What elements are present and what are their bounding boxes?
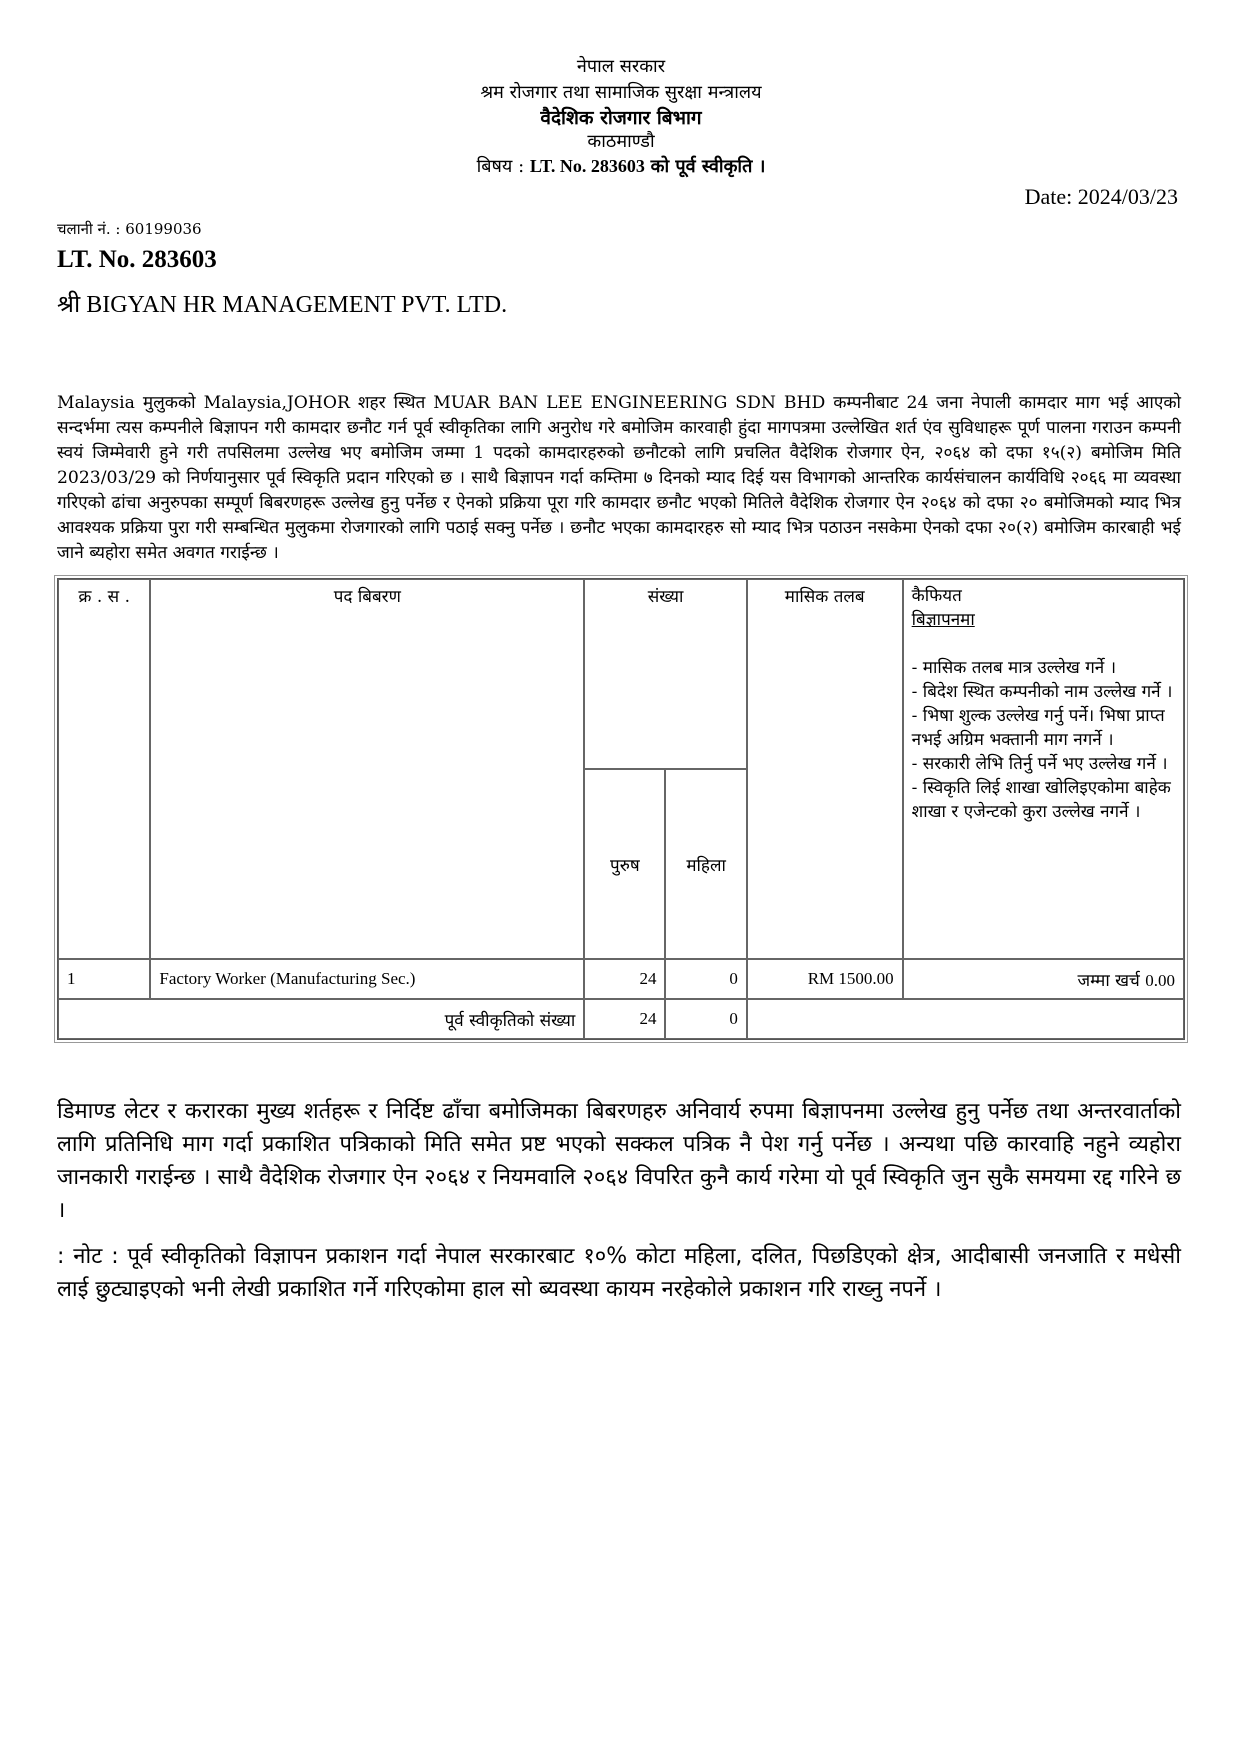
header-department: वैदेशिक रोजगार बिभाग xyxy=(540,107,702,129)
header-description: पद बिबरण xyxy=(150,579,584,959)
remarks-item: - स्विकृति लिई शाखा खोलिइएकोमा बाहेक शाखा र एजेन्टको कुरा उल्लेख नगर्ने । xyxy=(911,778,1171,822)
total-female: 0 xyxy=(665,999,746,1039)
subject-ltno: LT. No. 283603 xyxy=(529,156,645,176)
total-male: 24 xyxy=(584,999,665,1039)
remarks-item: - मासिक तलब मात्र उल्लेख गर्ने । xyxy=(911,658,1117,678)
recipient xyxy=(57,287,507,320)
recipient-prefix: श्री xyxy=(57,292,81,318)
total-row xyxy=(58,999,1184,1039)
total-label: पूर्व स्वीकृतिको संख्या xyxy=(58,999,584,1039)
letter-date: Date: 2024/03/23 xyxy=(1024,184,1178,209)
header-male: पुरुष xyxy=(584,769,665,959)
header-ministry: श्रम रोजगार तथा सामाजिक सुरक्षा मन्त्रालय xyxy=(480,82,762,103)
position-table xyxy=(57,578,1185,1040)
header-location: काठमाण्डौ xyxy=(587,131,655,152)
expense-label: जम्मा खर्च xyxy=(1077,970,1140,991)
subject-suffix: को पूर्व स्वीकृति । xyxy=(650,156,766,177)
remarks-title: बिज्ञापनमा xyxy=(911,610,975,630)
lt-number: LT. No. 283603 xyxy=(57,246,217,273)
recipient-name: BIGYAN HR MANAGEMENT PVT. LTD. xyxy=(86,292,508,318)
row-female: 0 xyxy=(665,959,746,999)
header-salary: मासिक तलब xyxy=(747,579,903,959)
table-row xyxy=(58,959,1184,999)
row-expense xyxy=(903,959,1184,999)
subject-line xyxy=(0,154,1242,178)
remarks-item: - भिषा शुल्क उल्लेख गर्नु पर्ने। भिषा प्राप्त नभई अग्रिम भक्तानी माग नगर्ने । xyxy=(911,706,1165,750)
footer-paragraph: डिमाण्ड लेटर र करारका मुख्य शर्तहरू र निर्दिष्ट ढाँचा बमोजिमका बिबरणहरु अनिवार्य रुपमा बिज्ञापनमा उल्लेख हुनु पर्नेछ तथा अन्तरवार्ताको लागि प्रतिनिधि माग गर्दा प्रकाशित पत्रिकाको मिति समेत प्रष्ट भएको सक्कल पत्रिक नै पेश गर्नु पर्नेछ । अन्यथा पछि कारवाहि नहुने व्यहोरा जानकारी गराईन्छ । साथै वैदेशिक रोजगार ऐन २०६४ र नियमवालि २०६४ विपरित कुनै कार्य गरेमा यो पूर्व स्विकृति जुन सुकै समयमा रद्द गरिने छ । xyxy=(57,1099,1181,1223)
dispatch-number: चलानी नं. : 60199036 xyxy=(57,220,202,238)
subject-prefix: बिषय : xyxy=(476,156,525,177)
header-female: महिला xyxy=(665,769,746,959)
header-remarks: कैफियत xyxy=(911,586,962,606)
remarks-item: - सरकारी लेभि तिर्नु पर्ने भए उल्लेख गर्ने । xyxy=(911,754,1168,774)
expense-value: 0.00 xyxy=(1145,970,1175,990)
header-count: संख्या xyxy=(584,579,747,769)
row-description: Factory Worker (Manufacturing Sec.) xyxy=(150,959,584,999)
row-male: 24 xyxy=(584,959,665,999)
total-empty xyxy=(747,999,1184,1039)
body-paragraph: Malaysia मुलुकको Malaysia,JOHOR शहर स्थित MUAR BAN LEE ENGINEERING SDN BHD कम्पनीबाट 24 जना नेपाली कामदार माग भई आएको सन्दर्भमा त्यस कम्पनीले बिज्ञापन गरी कामदार छनौट गर्न पूर्व स्वीकृतिका लागि अनुरोध गरे बमोजिम कारवाही हुंदा मागपत्रमा उल्लेखित शर्त एंव सुविधाहरू पूर्ण पालना गराउन कम्पनी स्वयं जिम्मेवारी हुने गरी तपसिलमा उल्लेख भए बमोजिम जम्मा 1 पदको कामदारहरुको छनौटको लागि प्रचलित वैदेशिक रोजगार ऐन, २०६४ को दफा १५(२) बमोजिम मिति 2023/03/29 को निर्णयानुसार पूर्व स्विकृति प्रदान गरिएको छ । साथै बिज्ञापन गर्दा कम्तिमा ७ दिनको म्याद दिई यस विभागको आन्तरिक कार्यसंचालन कार्यविधि २०६६ मा व्यवस्था गरिएको ढांचा अनुरुपका सम्पूर्ण बिबरणहरू उल्लेख हुनु पर्नेछ र ऐनको प्रक्रिया पूरा गरि कामदार छनौट भएको मितिले वैदेशिक रोजगार ऐन २०६४ को दफा २० बमोजिमको म्याद भित्र आवश्यक प्रक्रिया पुरा गरी सम्बन्धित मुलुकमा रोजगारको लागि पठाई सक्नु पर्नेछ । छनौट भएका कामदारहरु सो म्याद भित्र पठाउन नसकेमा ऐनको दफा २०(२) बमोजिम कारबाही भई जाने ब्यहोरा समेत अवगत गराईन्छ । xyxy=(57,393,1181,563)
note-paragraph: : नोट : पूर्व स्वीकृतिको विज्ञापन प्रकाशन गर्दा नेपाल सरकारबाट १०% कोटा महिला, दलित, पिछडिएको क्षेत्र, आदीबासी जनजाति र मधेसी लाई छुट्याइएको भनी लेखी प्रकाशित गर्ने गरिएकोमा हाल सो ब्यवस्था कायम नरहेकोले प्रकाशन गरि राख्नु नपर्ने । xyxy=(57,1244,1181,1302)
header-sn: क्र . स . xyxy=(58,579,150,959)
remarks-item: - बिदेश स्थित कम्पनीको नाम उल्लेख गर्ने । xyxy=(911,682,1173,702)
remarks-cell xyxy=(903,579,1184,959)
row-salary: RM 1500.00 xyxy=(747,959,903,999)
header-government: नेपाल सरकार xyxy=(576,56,666,77)
row-sn: 1 xyxy=(58,959,150,999)
